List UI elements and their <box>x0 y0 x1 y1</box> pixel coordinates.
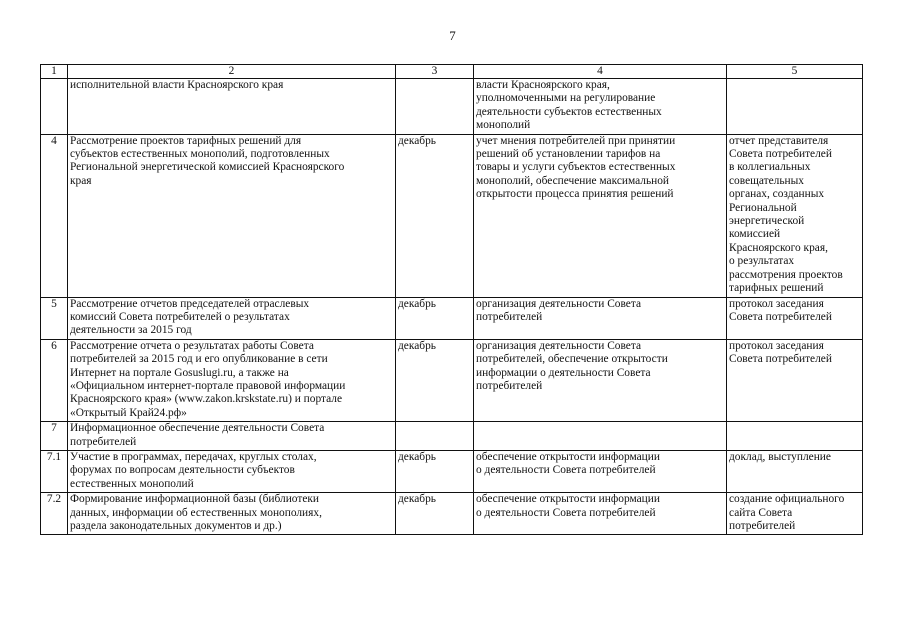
table-row <box>41 297 863 339</box>
cell-line: в коллегиальных <box>729 161 811 174</box>
cell-line: декабрь <box>398 339 436 352</box>
activity-cell <box>68 339 396 421</box>
cell-line: форумах по вопросам деятельности субъектов <box>70 464 295 477</box>
cell-line: 7 <box>51 422 57 435</box>
cell-line: 4 <box>51 134 57 147</box>
activity-cell <box>68 79 396 135</box>
cell-line: товары и услуги субъектов естественных <box>476 161 676 174</box>
row-number <box>41 134 68 297</box>
cell-line: Совета потребителей <box>729 310 832 323</box>
cell-line: решений об установлении тарифов на <box>476 148 661 161</box>
cell-line: субъектов естественных монополий, подготовленных <box>70 148 330 161</box>
header-cell-result: 5 <box>727 65 863 79</box>
cell-line: декабрь <box>398 134 436 147</box>
cell-line: Региональной <box>729 201 797 214</box>
cell-line: Совета потребителей <box>729 148 832 161</box>
cell-line: комиссией <box>729 228 781 241</box>
table-header-row <box>41 65 863 79</box>
cell-line: потребителей <box>476 379 543 392</box>
table-row <box>41 79 863 135</box>
deadline-cell <box>396 134 474 297</box>
cell-line: декабрь <box>398 450 436 463</box>
cell-line: Региональной энергетической комиссией Красноярского <box>70 161 345 174</box>
cell-line: обеспечение открытости информации <box>476 450 660 463</box>
cell-line: естественных монополий <box>70 477 194 490</box>
activity-cell <box>68 134 396 297</box>
activity-cell <box>68 493 396 535</box>
deadline-cell <box>396 297 474 339</box>
goal-cell <box>474 79 727 135</box>
result-cell <box>727 79 863 135</box>
cell-line: протокол заседания <box>729 339 824 352</box>
cell-line: протокол заседания <box>729 297 824 310</box>
result-cell <box>727 422 863 451</box>
result-cell <box>727 339 863 421</box>
result-cell <box>727 493 863 535</box>
cell-line: потребителей <box>729 520 796 532</box>
cell-line: создание официального <box>729 493 845 506</box>
row-number <box>41 79 68 135</box>
cell-line: уполномоченными на регулирование <box>476 92 656 105</box>
result-cell <box>727 297 863 339</box>
cell-line: 5 <box>51 297 57 310</box>
cell-line: тарифных решений <box>729 282 824 295</box>
cell-line: открытости процесса принятия решений <box>476 188 674 201</box>
cell-line: раздела законодательных документов и др.) <box>70 520 282 532</box>
cell-line: о деятельности Совета потребителей <box>476 464 656 477</box>
row-number <box>41 339 68 421</box>
cell-line: 6 <box>51 339 57 352</box>
cell-line: совещательных <box>729 174 805 187</box>
cell-line: Рассмотрение проектов тарифных решений для <box>70 134 302 147</box>
result-cell <box>727 450 863 492</box>
activity-plan-table <box>40 64 863 535</box>
cell-line: органах, созданных <box>729 188 825 201</box>
cell-line: Красноярского края, <box>729 241 828 254</box>
result-cell <box>727 134 863 297</box>
activity-cell <box>68 422 396 451</box>
row-number <box>41 450 68 492</box>
goal-cell <box>474 450 727 492</box>
goal-cell <box>474 297 727 339</box>
row-number <box>41 422 68 451</box>
cell-line: потребителей за 2015 год и его опубликование в сети <box>70 353 328 366</box>
goal-cell <box>474 422 727 451</box>
cell-line: края <box>70 174 92 187</box>
cell-line: Информационное обеспечение деятельности Совета <box>70 422 325 435</box>
table-row <box>41 493 863 535</box>
header-cell-activity: 2 <box>68 65 396 79</box>
row-number <box>41 297 68 339</box>
deadline-cell <box>396 339 474 421</box>
cell-line: Участие в программах, передачах, круглых столах, <box>70 450 317 463</box>
cell-line: декабрь <box>398 297 436 310</box>
header-cell-number: 1 <box>41 65 68 79</box>
cell-line: информации о деятельности Совета <box>476 366 651 379</box>
cell-line: декабрь <box>398 493 436 506</box>
deadline-cell <box>396 493 474 535</box>
cell-line: Рассмотрение отчета о результатах работы Совета <box>70 339 314 352</box>
header-cell-goal: 4 <box>474 65 727 79</box>
table-row <box>41 422 863 451</box>
cell-line: организация деятельности Совета <box>476 339 642 352</box>
cell-line: Совета потребителей <box>729 353 832 366</box>
cell-line: монополий, обеспечение максимальной <box>476 174 670 187</box>
cell-line: о деятельности Совета потребителей <box>476 506 656 519</box>
cell-line: 7.2 <box>46 493 62 506</box>
cell-line: Интернет на портале Gosuslugi.ru, а также на <box>70 366 289 379</box>
goal-cell <box>474 493 727 535</box>
activity-cell <box>68 297 396 339</box>
cell-line: данных, информации об естественных монополиях, <box>70 506 322 519</box>
cell-line: Формирование информационной базы (библиотеки <box>70 493 320 506</box>
cell-line: сайта Совета <box>729 506 793 519</box>
cell-line: «Открытый Край24.рф» <box>70 406 187 419</box>
cell-line: Рассмотрение отчетов председателей отраслевых <box>70 297 310 310</box>
cell-line: «Официальном интернет-портале правовой информации <box>70 379 346 392</box>
deadline-cell <box>396 422 474 451</box>
cell-line: исполнительной власти Красноярского края <box>70 79 284 91</box>
cell-line: отчет представителя <box>729 134 829 147</box>
deadline-cell <box>396 79 474 135</box>
cell-line: организация деятельности Совета <box>476 297 642 310</box>
cell-line: Красноярского края» (www.zakon.krskstate.ru) и портале <box>70 393 342 406</box>
cell-line: учет мнения потребителей при принятии <box>476 134 676 147</box>
cell-line: потребителей, обеспечение открытости <box>476 353 668 366</box>
cell-line: обеспечение открытости информации <box>476 493 660 506</box>
cell-line: доклад, выступление <box>729 450 831 463</box>
cell-line: потребителей <box>70 435 137 448</box>
table-row <box>41 450 863 492</box>
cell-line: о результатах <box>729 255 795 268</box>
deadline-cell <box>396 450 474 492</box>
row-number <box>41 493 68 535</box>
cell-line: потребителей <box>476 310 543 323</box>
cell-line: деятельности субъектов естественных <box>476 105 662 118</box>
cell-line: энергетической <box>729 215 805 228</box>
goal-cell <box>474 339 727 421</box>
cell-line: власти Красноярского края, <box>476 79 610 91</box>
cell-line: рассмотрения проектов <box>729 268 843 281</box>
cell-line: монополий <box>476 119 531 132</box>
cell-line: 7.1 <box>46 450 62 463</box>
header-cell-deadline: 3 <box>396 65 474 79</box>
goal-cell <box>474 134 727 297</box>
activity-cell <box>68 450 396 492</box>
cell-line: деятельности за 2015 год <box>70 324 192 337</box>
table-row <box>41 339 863 421</box>
page-number: 7 <box>449 28 456 43</box>
cell-line: комиссий Совета потребителей о результатах <box>70 310 290 323</box>
table-row <box>41 134 863 297</box>
